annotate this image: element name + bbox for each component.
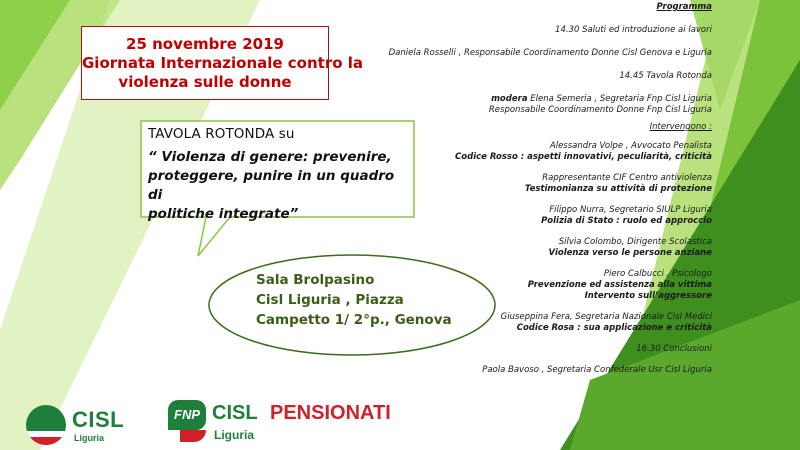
program-rosselli: Daniela Rosselli , Responsabile Coordinamento Donne Cisl Genova e Liguria	[388, 48, 712, 58]
cisl-logo-mark	[26, 405, 66, 445]
cisl-logo-region: Liguria	[74, 433, 105, 443]
speaker-volpe: Alessandra Volpe , Avvocato Penalista	[549, 141, 712, 151]
speaker-colombo-topic: Violenza verso le persone anziane	[548, 248, 712, 258]
bubble-title: TAVOLA ROTONDA su	[148, 126, 295, 142]
speaker-colombo: Silvia Colombo, Dirigente Scolastica	[558, 237, 712, 247]
moderator-label: modera	[491, 94, 528, 104]
program-list	[312, 2, 712, 376]
program-bavoso: Paola Bavoso , Segretaria Confederale Usr Cisl Liguria	[482, 365, 712, 375]
speaker-nurra-topic: Polizia di Stato : ruolo ed approccio	[541, 216, 712, 226]
speaker-cif-topic: Testimonianza su attività di protezione	[524, 184, 712, 194]
cisl-logo	[26, 405, 146, 447]
program-speakers-heading: Intervengono :	[649, 122, 712, 132]
fnp-logo-pensionati: PENSIONATI	[270, 402, 391, 424]
fnp-logo	[168, 400, 391, 446]
event-date-box	[81, 26, 364, 100]
venue-line1: Sala Brolpasino	[256, 272, 375, 288]
cisl-logo-text: CISL	[72, 407, 125, 432]
fnp-logo-badge: FNP	[168, 400, 206, 430]
program-moderator	[312, 94, 712, 105]
speaker-cif: Rappresentante CIF Centro antiviolenza	[542, 173, 712, 183]
fnp-logo-cisl: CISL	[212, 402, 258, 424]
venue-line2: Cisl Liguria , Piazza	[256, 292, 404, 308]
speaker-volpe-topic: Codice Rosso : aspetti innovativi, peculiarità, criticità	[455, 152, 712, 162]
event-date: 25 novembre 2019	[126, 35, 284, 53]
speaker-fera: Giuseppina Fera, Segretaria Nazionale Cisl Medici	[500, 312, 712, 322]
speaker-calbucci-topic2: Intervento sull’aggressore	[584, 291, 712, 301]
event-title-line2: violenza sulle donne	[118, 73, 292, 91]
venue-line3: Campetto 1/ 2°p., Genova	[256, 312, 452, 328]
fnp-logo-red-mark	[180, 430, 206, 442]
speaker-nurra: Filippo Nurra, Segretario SIULP Liguria	[549, 205, 712, 215]
bubble-quote-line3: politiche integrate”	[148, 206, 299, 222]
program-welcome: 14.30 Saluti ed introduzione ai lavori	[555, 25, 712, 35]
moderator-name: Elena Semeria , Segretaria Fnp Cisl Liguria	[527, 94, 712, 104]
fnp-logo-region: Liguria	[214, 428, 255, 442]
speaker-calbucci-topic1: Prevenzione ed assistenza alla vittima	[527, 280, 712, 290]
program-moderator-role: Responsabile Coordinamento Donne Fnp Cisl Liguria	[488, 105, 712, 115]
program-conclusions: 16.30 Conclusioni	[636, 344, 712, 354]
bubble-quote-line2: proteggere, punire in un quadro di	[148, 168, 395, 203]
speaker-fera-topic: Codice Rosa : sua applicazione e criticità	[516, 323, 712, 333]
event-title-line1: Giornata Internazionale contro la	[82, 54, 364, 72]
program-heading: Programma	[656, 2, 712, 12]
speaker-calbucci: Piero Calbucci , Psicologo	[603, 269, 712, 279]
bubble-quote-line1: “ Violenza di genere: prevenire,	[148, 149, 392, 165]
program-tavola: 14.45 Tavola Rotonda	[619, 71, 712, 81]
